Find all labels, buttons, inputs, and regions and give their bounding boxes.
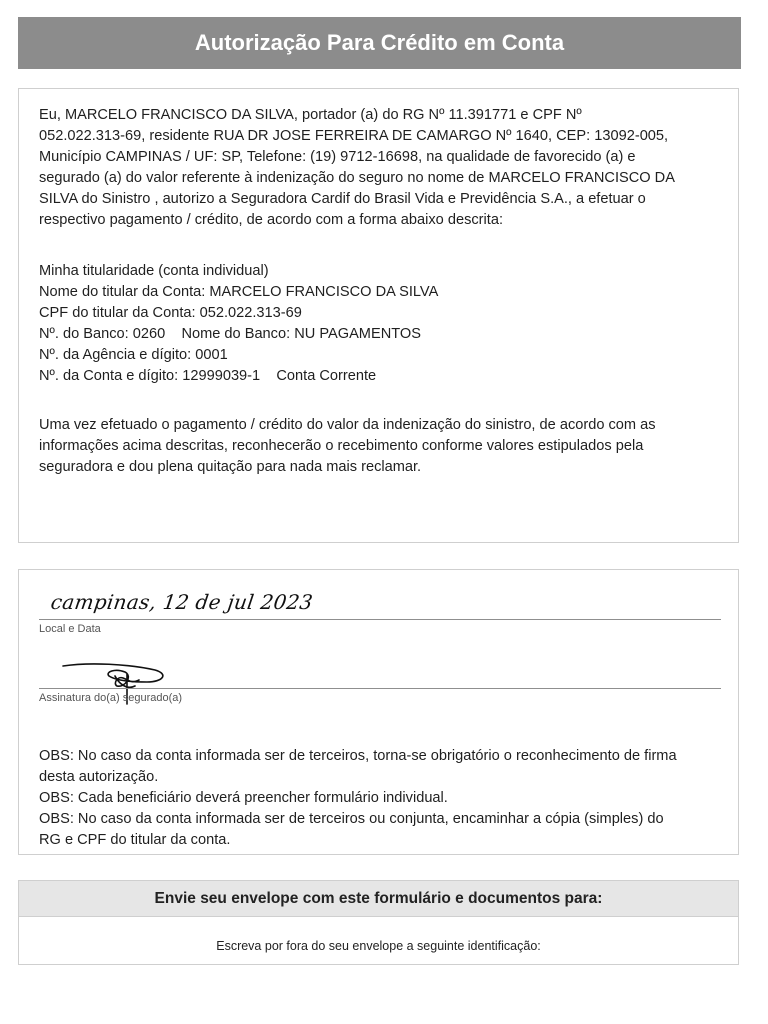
authorization-paragraph: [39, 105, 729, 231]
handwritten-place-date: campinas, 12 de jul 2023: [49, 590, 315, 614]
text-line: Uma vez efetuado o pagamento / crédito do valor da indenização do sinistro, de acordo com as: [39, 417, 656, 433]
obs-line: OBS: No caso da conta informada ser de terceiros, torna-se obrigatório o reconhecimento de firma: [39, 748, 677, 764]
obs-line: OBS: No caso da conta informada ser de terceiros ou conjunta, encaminhar a cópia (simples) do: [39, 811, 664, 827]
agency-info: Nº. da Agência e dígito: 0001: [39, 347, 228, 363]
obs-line: desta autorização.: [39, 769, 159, 785]
text-line: informações acima descritas, reconhecerão o recebimento conforme valores estipulados pela: [39, 438, 644, 454]
send-header: Envie seu envelope com este formulário e documentos para:: [19, 881, 738, 917]
text-line: seguradora e dou plena quitação para nada mais reclamar.: [39, 459, 422, 475]
send-instructions-box: [18, 880, 739, 965]
text-line: SILVA do Sinistro , autorizo a Seguradora Cardif do Brasil Vida e Previdência S.A., a efetuar o: [39, 191, 646, 207]
bank-info: Nº. do Banco: 0260 Nome do Banco: NU PAGAMENTOS: [39, 326, 421, 342]
account-number-info: Nº. da Conta e dígito: 12999039-1 Conta Corrente: [39, 368, 377, 384]
account-details: [39, 261, 729, 387]
obs-line: RG e CPF do titular da conta.: [39, 832, 231, 848]
place-date-line: [39, 619, 721, 620]
acknowledgement-paragraph: [39, 415, 729, 478]
text-line: Município CAMPINAS / UF: SP, Telefone: (19) 9712-16698, na qualidade de favorecido (a) e: [39, 149, 636, 165]
page-title: Autorização Para Crédito em Conta: [18, 17, 741, 69]
signature-label: Assinatura do(a) segurado(a): [39, 692, 183, 704]
signature-line: [39, 688, 721, 689]
text-line: Eu, MARCELO FRANCISCO DA SILVA, portador (a) do RG Nº 11.391771 e CPF Nº: [39, 107, 582, 123]
authorization-box: [18, 88, 739, 543]
account-holder-name: Nome do titular da Conta: MARCELO FRANCISCO DA SILVA: [39, 284, 439, 300]
text-line: respectivo pagamento / crédito, de acordo com a forma abaixo descrita:: [39, 212, 503, 228]
send-note: Escreva por fora do seu envelope a seguinte identificação:: [216, 939, 541, 953]
text-line: segurado (a) do valor referente à indenização do seguro no nome de MARCELO FRANCISCO DA: [39, 170, 675, 186]
observations: [39, 746, 729, 851]
signature-box: [18, 569, 739, 855]
account-ownership: Minha titularidade (conta individual): [39, 263, 269, 279]
account-holder-cpf: CPF do titular da Conta: 052.022.313-69: [39, 305, 302, 321]
place-date-label: Local e Data: [39, 623, 101, 635]
text-line: 052.022.313-69, residente RUA DR JOSE FERREIRA DE CAMARGO Nº 1640, CEP: 13092-005,: [39, 128, 669, 144]
obs-line: OBS: Cada beneficiário deverá preencher formulário individual.: [39, 790, 448, 806]
